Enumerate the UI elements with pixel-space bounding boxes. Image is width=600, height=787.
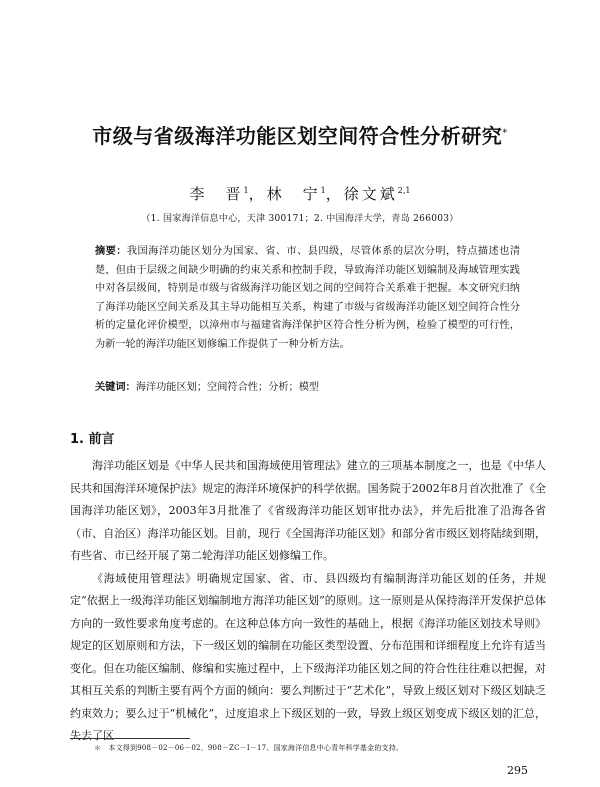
author-separator: ， [325, 185, 344, 203]
body-text [70, 455, 546, 748]
author-affiliation-mark: 1 [243, 186, 249, 195]
author-affiliation-mark: 2,1 [397, 186, 411, 195]
author-name: 李 晋 [189, 185, 244, 203]
author-affiliation-mark: 1 [320, 186, 326, 195]
body-paragraph: 《海域使用管理法》明确规定国家、省、市、县四级均有编制海洋功能区划的任务，并规定“依据上一级海洋功能区划编制地方海洋功能区划”的原则。这一原则是从保持海洋开发保护总体方向的一致性要求角度考虑的。在这种总体方向一致性的基础上，根据《海洋功能区划技术导则》规定的区划原则和方法，下一级区划的编制在功能区类型设置、分布范围和详细程度上允许有适当变化。但在功能区编制、修编和实施过程中，上下级海洋功能区划之间的符合性往往难以把握，对其相互关系的判断主要有两个方面的倾向：要么判断过于“艺术化”，导致上级区划对下级区划缺乏约束效力；要么过于“机械化”，过度追求上下级区划的一致，导致上级区划变成下级区划的汇总，失去了区 [70, 571, 546, 742]
keywords-text: 海洋功能区划；空间符合性；分析；模型 [135, 382, 320, 393]
footnote-divider [70, 738, 190, 739]
footnote: ＊ 本文得到908－02－06－02、908－ZC－Ⅰ－17、国家海洋信息中心青年科学基金的支持。 [94, 744, 404, 752]
author-name: 徐文斌 [343, 185, 398, 203]
paper-title [0, 120, 600, 149]
keywords [95, 379, 520, 397]
page-number: 295 [507, 764, 528, 777]
abstract-text: 我国海洋功能区划分为国家、省、市、县四级，尽管体系的层次分明，特点描述也清楚，但由于层级之间缺少明确的约束关系和控制手段，导致海洋功能区划编制及海域管理实践中对各层级间，特别是市级与省级海洋功能区划之间的空间符合关系难于把握。本文研究归纳了海洋功能区空间关系及其主导功能相互关系，构建了市级与省级海洋功能区划空间符合性分析的定量化评价模型，以漳州市与福建省海洋保护区符合性分析为例，检验了模型的可行性，为新一轮的海洋功能区划修编工作提供了一种分析方法。 [95, 246, 521, 350]
author-name: 林 宁 [266, 185, 321, 203]
body-paragraph: 海洋功能区划是《中华人民共和国海域使用管理法》建立的三项基本制度之一，也是《中华人民共和国海洋环境保护法》规定的海洋环境保护的科学依据。国务院于2002年8月首次批准了《全国海洋功能区划》，2003年3月批准了《省级海洋功能区划审批办法》，并先后批准了沿海各省（市、自治区）海洋功能区划。目前，现行《全国海洋功能区划》和部分省市级区划将陆续到期，有些省、市已经开展了第二轮海洋功能区划修编工作。 [70, 459, 546, 562]
section-heading: 1. 前言 [70, 432, 115, 447]
abstract [95, 243, 520, 354]
keywords-label: 关键词： [95, 382, 136, 393]
title-text: 市级与省级海洋功能区划空间符合性分析研究 [92, 124, 503, 148]
abstract-label: 摘要： [95, 246, 127, 257]
title-footnote-mark: * [502, 127, 508, 139]
author-separator: ， [248, 185, 267, 203]
affiliations: （1. 国家海洋信息中心，天津 300171；2. 中国海洋大学，青岛 266003） [141, 214, 459, 224]
author-list [0, 183, 600, 204]
